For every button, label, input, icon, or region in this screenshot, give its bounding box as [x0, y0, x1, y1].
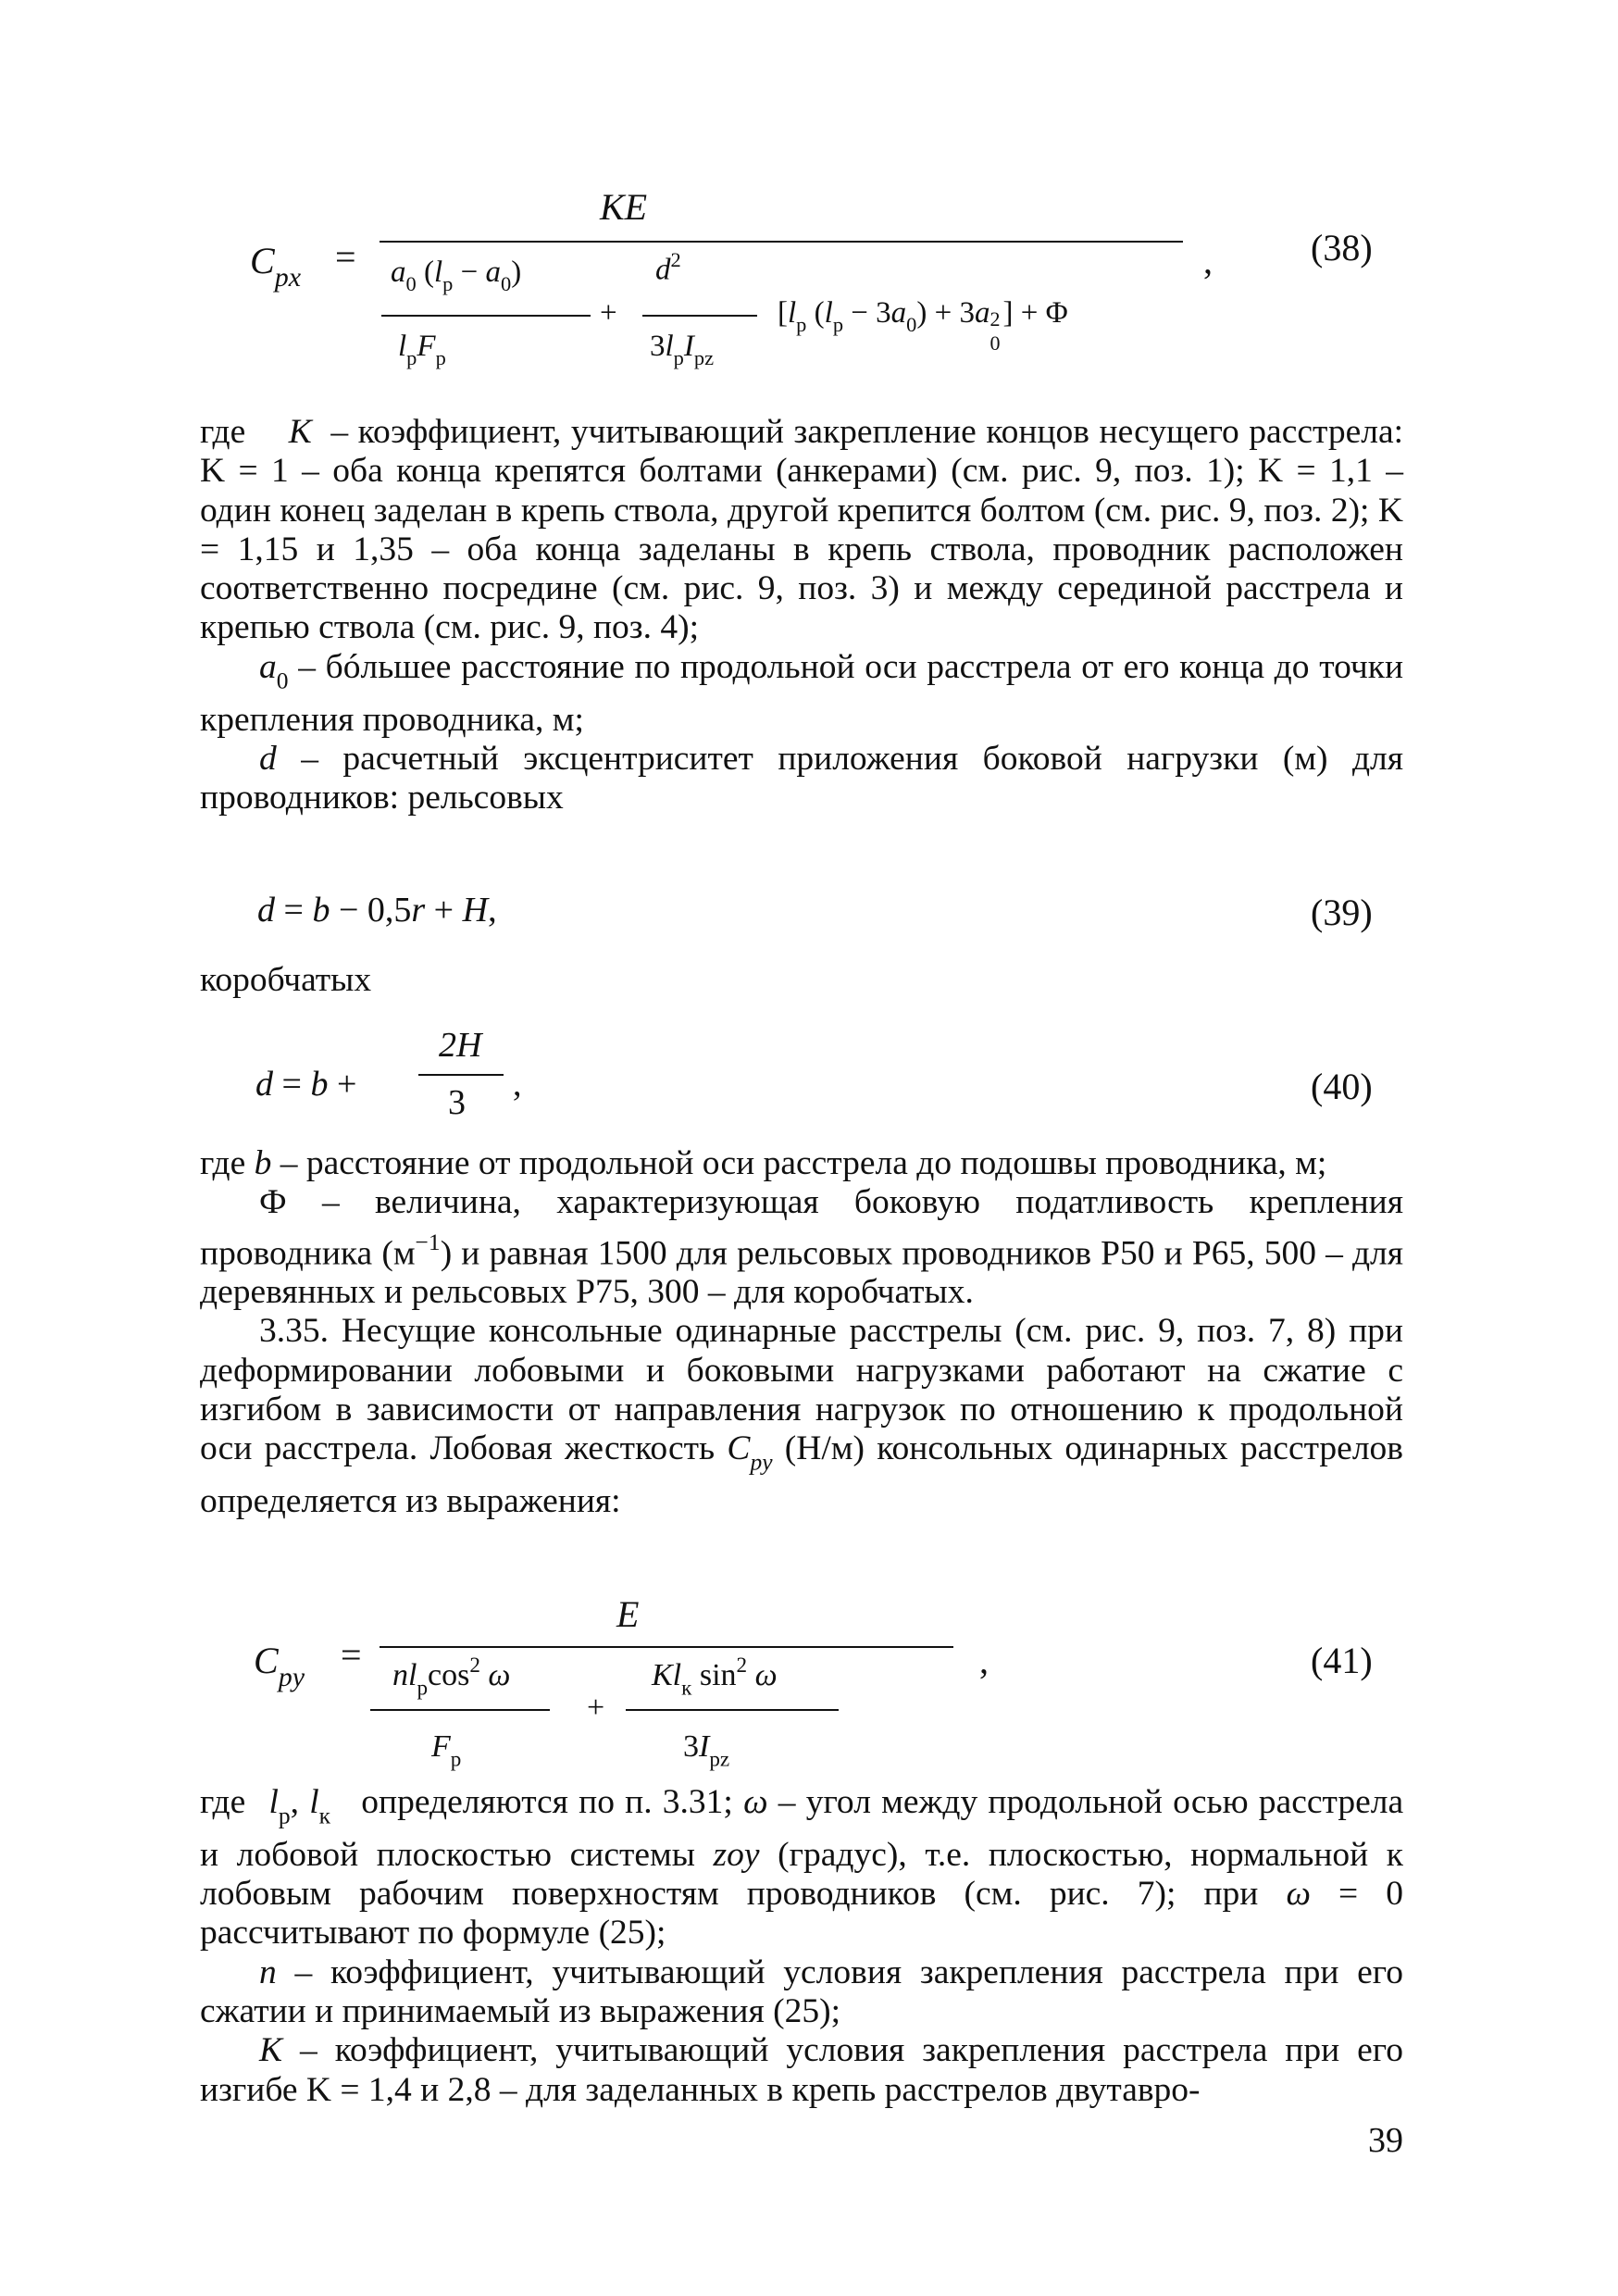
document-page: $C_{px}$ = KE $a_0$ $(l_p - a_0)$ $l_pF_p$ + $d^2$ $3l_pI_{pz}$ [$l_p$ $(l_p - 3a_0) + 3a$ 2 0 ] + Φ , (38) где K – коэффициент, учитывающий закрепление концов несущего расстрела: K = 1 – оба конца крепятся болтами (анкерами) (см. рис. 9, поз. 1); K = 1,1 – один конец заделан в крепь ствола, другой крепится болтом (см. рис. 9, поз. 2); K = 1,15 и 1,35 – оба конца заделаны в крепь ствола, проводник расположен соответственно посредине (см. рис. 9, поз. 3) и между серединой расстрела и крепью ствола (см. рис. 9, поз. 4); $a_0$ – бóльшее расстояние по продольной оси расстрела от его конца до точки крепления проводника, м; d – расчетный эксцентриситет приложения боковой нагрузки (м) для проводников: рельсовых d = b − 0,5r + H, (39) коробчатых d = b + 2H 3 , (40) где b – расстояние от продольной оси расстрела до подошвы проводника, м; Ф – величина, характеризующая боковую податливость крепления проводника $(м^{-1})$ и равная 1500 для рельсовых проводников Р50 и Р65, 500 – для деревянных и рельсовых Р75, 300 – для коробчатых. 3.35. Несущие консольные одинарные расстрелы (см. рис. 9, поз. 7, 8) при деформировании лобовыми и боковыми нагрузками работают на сжатие с изгибом в зависимости от направления нагрузок по отношению к продольной оси расстрела. Лобовая жесткость $C_{py}$ (Н/м) консольных одинарных расстрелов определяется из выражения: $C_{py}$ = E $nl_p\cos^2$ ω $F_p$ + $Kl_к$ $\sin^2 \omega$ $3I_{pz}$ , (41) где $l_p$, $l_к$ определяются по п. 3.31; ω – угол между продольной осью расстрела и лобовой плоскостью системы zoy (градус), т.е. плоскостью, нормальной к лобовым рабочим поверхностям проводников (см. рис. 7); при ω = 0 рассчитывают по формуле (25); n – коэффициент, учитывающий условия закрепления расстрела при его сжатии и принимаемый из выражения (25); K – коэффициент, учитывающий условия закрепления расстрела при его изгибе K = 1,4 и 2,8 – для заделанных в крепь расстрелов двутавро- 39	[200, 186, 1404, 2160]
text-block-2	[200, 1144, 1403, 1521]
eq38-bracket-term: [$l_p$ $(l_p - 3a_0) + 3a$ 2 0 ] + Φ	[778, 296, 1068, 355]
eq38-number: (38)	[1311, 227, 1373, 268]
eq38-den-term1-bar	[381, 315, 591, 317]
paragraph-phi-definition: Ф – величина, характеризующая боковую податливость крепления проводника $(м^{-1})$ и равная 1500 для рельсовых проводников Р50 и Р65, 500 – для деревянных и рельсовых Р75, 300 – для коробчатых.	[200, 1183, 1403, 1312]
eq41-main-fraction-bar	[380, 1646, 953, 1648]
paragraph-3-35: 3.35. Несущие консольные одинарные расстрелы (см. рис. 9, поз. 7, 8) при деформировании лобовыми и боковыми нагрузками работают на сжатие с изгибом в зависимости от направления нагрузок по отношению к продольной оси расстрела. Лобовая жесткость $C_{py}$ (Н/м) консольных одинарных расстрелов определяется из выражения:	[200, 1312, 1403, 1521]
eq38-main-fraction-bar	[380, 241, 1183, 243]
paragraph-n-definition: n – коэффициент, учитывающий условия закрепления расстрела при его сжатии и принимаемый из выражения (25);	[200, 1953, 1403, 2030]
eq38-equals: =	[335, 236, 356, 278]
text-block-1	[200, 413, 1403, 817]
eq38-den-term1-den: $l_pF_p$	[398, 330, 446, 370]
label-box-guides: коробчатых	[200, 961, 372, 999]
eq41-lhs: $C_{py}$	[254, 1640, 305, 1692]
eq41-numerator: E	[616, 1593, 640, 1635]
eq40-number: (40)	[1311, 1066, 1373, 1107]
eq38-numerator: KE	[600, 186, 648, 228]
page-number: 39	[1368, 2121, 1403, 2160]
eq38-den-term2-den: $3l_pI_{pz}$	[650, 330, 715, 370]
eq38-den-term1-num: $a_0$ $(l_p - a_0)$	[391, 256, 522, 296]
paragraph-lp-lk-definition: где $l_p$, $l_к$ определяются по п. 3.31; ω – угол между продольной осью расстрела и лобовой плоскостью системы zoy (градус), т.е. плоскостью, нормальной к лобовым рабочим поверхностям проводников (см. рис. 7); при ω = 0 рассчитывают по формуле (25);	[200, 1783, 1404, 1953]
eq38-den-term2-bar	[642, 315, 757, 317]
text-block-3	[200, 1783, 1403, 2110]
eq38-comma: ,	[1203, 240, 1213, 281]
eq39-number: (39)	[1311, 892, 1373, 933]
paragraph-b-definition: где b – расстояние от продольной оси расстрела до подошвы проводника, м;	[200, 1144, 1327, 1182]
eq38-plus-1: +	[600, 296, 617, 330]
eq38-den-term2-num: $d^2$	[655, 248, 681, 287]
paragraph-k-definition: где K – коэффициент, учитывающий закрепление концов несущего расстрела: K = 1 – оба конца крепятся болтами (анкерами) (см. рис. 9, поз. 1); K = 1,1 – один конец заделан в крепь ствола, другой крепится болтом (см. рис. 9, поз. 2); K = 1,15 и 1,35 – оба конца заделаны в крепь ствола, проводник расположен соответственно посредине (см. рис. 9, поз. 3) и между серединой расстрела и крепью ствола (см. рис. 9, поз. 4);	[200, 413, 1404, 647]
paragraph-k-bending-definition: K – коэффициент, учитывающий условия закрепления расстрела при его изгибе K = 1,4 и 2,8 – для заделанных в крепь расстрелов двутавро-	[200, 2031, 1403, 2109]
paragraph-a0-definition: $a_0$ – бóльшее расстояние по продольной оси расстрела от его конца до точки крепления проводника, м;	[200, 647, 1404, 739]
eq41-number: (41)	[1311, 1640, 1373, 1681]
eq38-lhs: $C_{px}$	[250, 240, 302, 293]
paragraph-d-definition: d – расчетный эксцентриситет приложения боковой нагрузки (м) для проводников: рельсовых	[200, 739, 1404, 817]
